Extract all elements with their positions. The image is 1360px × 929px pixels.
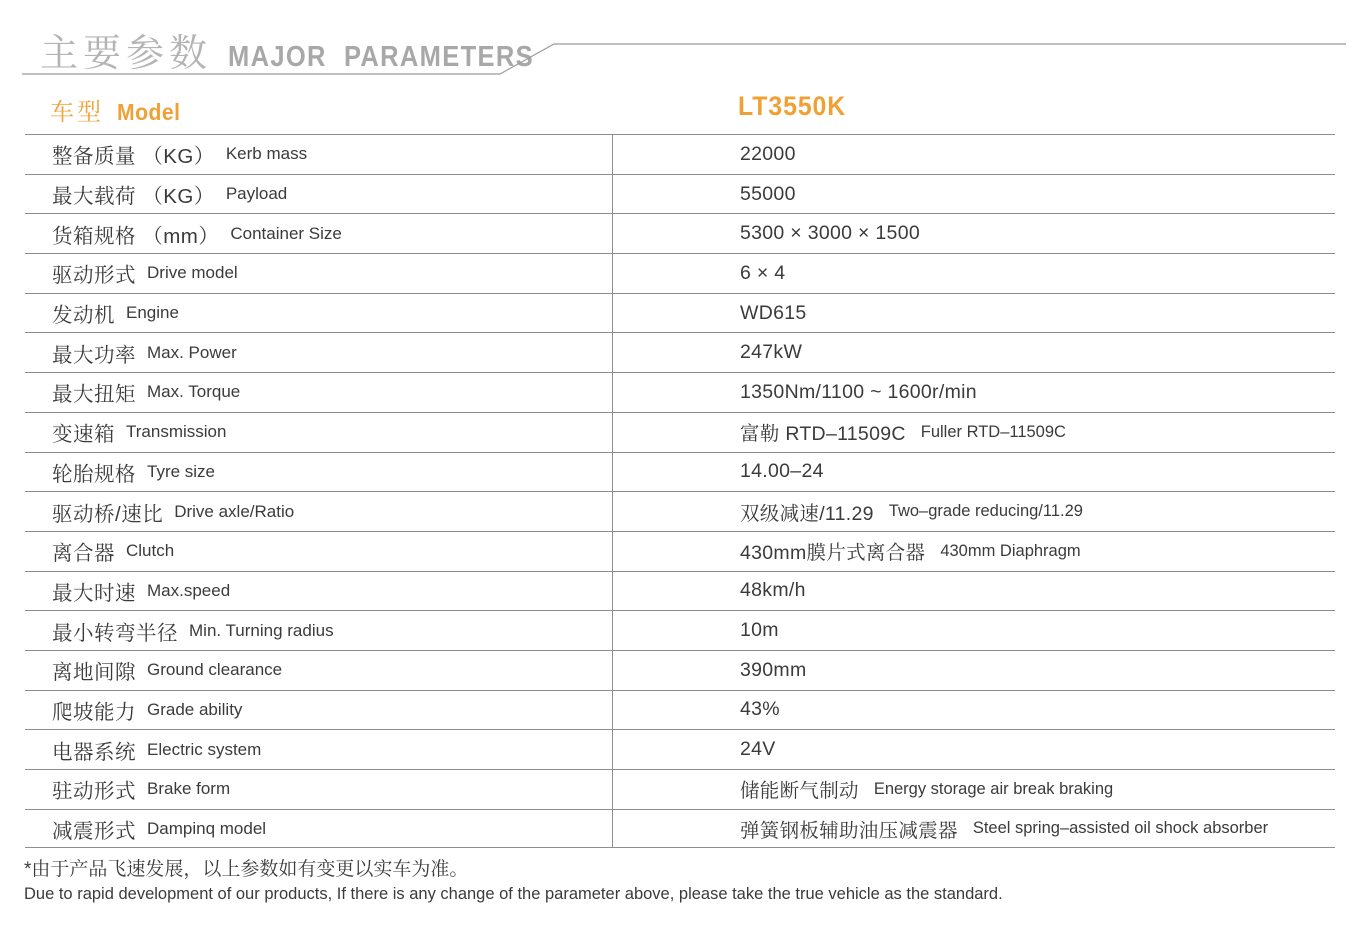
param-label-zh: 最小转弯半径: [52, 621, 178, 645]
table-row: [25, 650, 1335, 690]
param-value: 富勒 RTD–11509C: [740, 423, 906, 446]
table-row: [25, 769, 1335, 809]
table-row: [25, 531, 1335, 571]
param-value: 43%: [740, 698, 780, 721]
table-row: [25, 372, 1335, 412]
param-label-cell: [25, 175, 612, 214]
param-value-cell: [612, 611, 1335, 650]
param-label-en: Max. Torque: [147, 382, 241, 402]
param-value-secondary: Steel spring–assisted oil shock absorber: [972, 819, 1269, 838]
param-value: 双级减速/11.29: [740, 502, 874, 525]
param-value-secondary: Fuller RTD–11509C: [920, 422, 1066, 441]
param-label-zh: 货箱规格 （mm）: [52, 224, 220, 248]
param-label-zh: 爬坡能力: [52, 700, 136, 724]
table-row: [25, 293, 1335, 333]
param-value: 10m: [740, 619, 779, 642]
param-label-en: Grade ability: [147, 699, 243, 719]
param-label-en: Container Size: [230, 223, 342, 243]
param-label-en: Tyre size: [147, 461, 216, 481]
param-value-secondary: 430mm Diaphragm: [940, 541, 1081, 560]
table-row: [25, 174, 1335, 214]
param-value-cell: [612, 770, 1335, 809]
param-value-cell: [612, 333, 1335, 372]
param-label-en: Kerb mass: [225, 144, 308, 164]
param-label-cell: [25, 611, 612, 650]
footnote-en: Due to rapid development of our products, If there is any change of the parameter above, please take the true vehicle as the standard.: [24, 884, 1003, 903]
param-value-cell: [612, 373, 1335, 412]
param-label-zh: 离合器: [52, 542, 115, 566]
param-value-cell: [612, 453, 1335, 492]
param-label-cell: [25, 413, 612, 452]
param-value-cell: [612, 175, 1335, 214]
table-row: [25, 690, 1335, 730]
param-value-cell: [612, 254, 1335, 293]
param-label-zh: 最大时速: [52, 581, 136, 605]
param-label-en: Min. Turning radius: [189, 620, 334, 640]
param-label-en: Dampinq model: [147, 818, 267, 838]
param-label-cell: [25, 214, 612, 253]
param-label-zh: 驱动桥/速比: [52, 502, 164, 526]
param-label-zh: 轮胎规格: [52, 462, 136, 486]
param-label-cell: [25, 453, 612, 492]
model-label-group: [50, 92, 186, 127]
table-row: [25, 491, 1335, 531]
param-value: 55000: [740, 182, 796, 205]
param-label-cell: [25, 691, 612, 730]
param-value-cell: [612, 492, 1335, 531]
param-label-en: Electric system: [147, 739, 262, 759]
param-value-cell: [612, 810, 1335, 848]
table-row: [25, 809, 1335, 849]
model-value: LT3550K: [738, 91, 847, 121]
param-label-zh: 最大功率: [52, 343, 136, 367]
section-header: [40, 22, 576, 77]
param-label-zh: 最大载荷 （KG）: [52, 185, 215, 209]
footnote: [24, 857, 1003, 905]
param-value-secondary: Energy storage air break braking: [873, 779, 1114, 798]
param-value-cell: [612, 730, 1335, 769]
param-value: 48km/h: [740, 579, 806, 602]
param-label-cell: [25, 492, 612, 531]
param-value: 430mm膜片式离合器: [740, 542, 926, 565]
param-value-cell: [612, 214, 1335, 253]
param-label-zh: 驱动形式: [52, 264, 136, 288]
param-label-zh: 发动机: [52, 304, 115, 328]
param-value: WD615: [740, 301, 807, 324]
spec-table: [25, 134, 1335, 848]
param-value-cell: [612, 532, 1335, 571]
param-value-cell: [612, 294, 1335, 333]
param-value: 14.00–24: [740, 460, 824, 483]
model-label-zh: 车型: [50, 99, 104, 126]
param-value-secondary: Two–grade reducing/11.29: [888, 502, 1083, 521]
param-value-cell: [612, 691, 1335, 730]
param-label-en: Max.speed: [147, 580, 231, 600]
param-value: 6 × 4: [740, 261, 786, 284]
model-header-row: [0, 90, 1360, 132]
table-row: [25, 412, 1335, 452]
table-row: [25, 452, 1335, 492]
section-title-zh: 主要参数: [40, 33, 213, 75]
table-row: [25, 134, 1335, 174]
param-label-en: Drive axle/Ratio: [174, 501, 295, 521]
table-row: [25, 253, 1335, 293]
param-value: 1350Nm/1100 ~ 1600r/min: [740, 380, 977, 403]
param-value: 弹簧钢板辅助油压减震器: [740, 819, 958, 842]
param-label-cell: [25, 135, 612, 174]
param-label-zh: 离地间隙: [52, 661, 136, 685]
param-label-cell: [25, 810, 612, 848]
param-label-en: Ground clearance: [147, 660, 283, 680]
param-label-cell: [25, 254, 612, 293]
param-value-cell: [612, 413, 1335, 452]
param-label-zh: 减震形式: [52, 819, 136, 843]
param-label-en: Engine: [126, 303, 179, 323]
param-value-cell: [612, 135, 1335, 174]
param-label-zh: 驻动形式: [52, 780, 136, 804]
param-value: 储能断气制动: [740, 780, 859, 803]
param-label-cell: [25, 572, 612, 611]
param-value: 24V: [740, 738, 776, 761]
param-value-cell: [612, 651, 1335, 690]
param-label-cell: [25, 373, 612, 412]
param-value: 247kW: [740, 341, 803, 364]
param-value: 22000: [740, 142, 796, 165]
param-label-zh: 变速箱: [52, 423, 115, 447]
param-value: 390mm: [740, 658, 807, 681]
param-label-zh: 整备质量 （KG）: [52, 145, 215, 169]
table-row: [25, 332, 1335, 372]
param-label-zh: 最大扭矩: [52, 383, 136, 407]
section-title-en: MAJOR PARAMETERS: [228, 41, 534, 73]
model-label-en: Model: [117, 99, 181, 125]
param-value-cell: [612, 572, 1335, 611]
param-label-en: Max. Power: [147, 342, 237, 362]
param-label-en: Drive model: [147, 263, 238, 283]
footnote-zh: *由于产品飞速发展，以上参数如有变更以实车为准。: [24, 859, 469, 880]
table-row: [25, 213, 1335, 253]
param-label-en: Payload: [225, 184, 288, 204]
param-label-cell: [25, 333, 612, 372]
param-label-cell: [25, 770, 612, 809]
param-label-cell: [25, 294, 612, 333]
table-row: [25, 729, 1335, 769]
param-label-cell: [25, 730, 612, 769]
param-label-en: Transmission: [126, 422, 227, 442]
param-label-en: Brake form: [147, 779, 231, 799]
param-value: 5300 × 3000 × 1500: [740, 222, 920, 245]
param-label-en: Clutch: [126, 541, 175, 561]
table-row: [25, 571, 1335, 611]
param-label-cell: [25, 651, 612, 690]
param-label-zh: 电器系统: [52, 740, 136, 764]
table-row: [25, 610, 1335, 650]
param-label-cell: [25, 532, 612, 571]
